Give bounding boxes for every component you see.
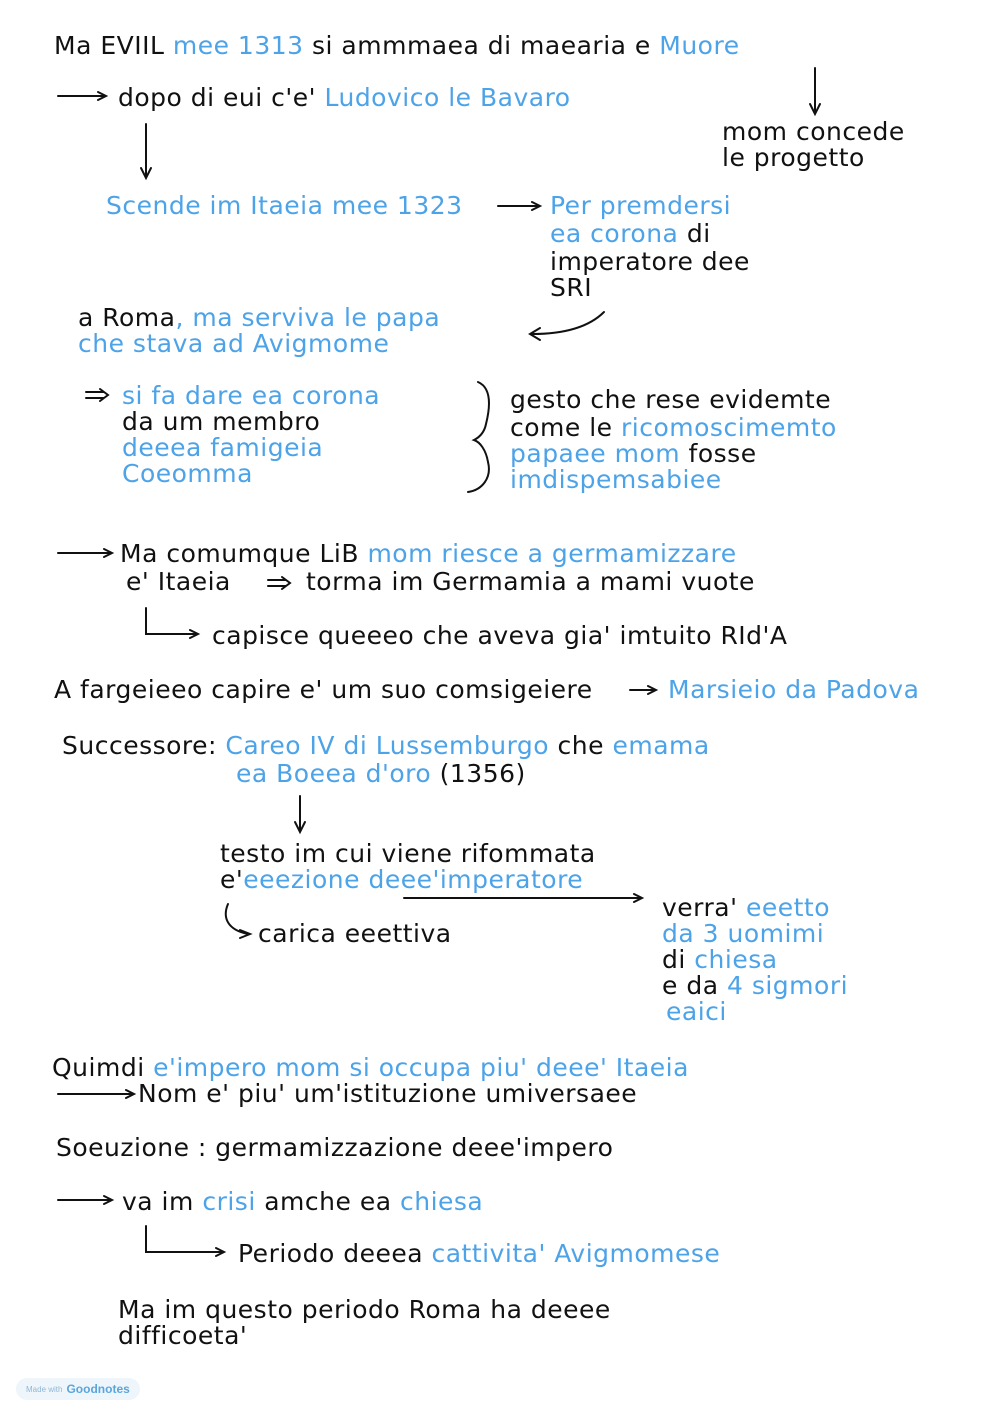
note-side-2b bbox=[550, 220, 711, 248]
note-line-1 bbox=[54, 32, 740, 60]
text-highlight: 4 sigmori bbox=[726, 971, 849, 1000]
arrow-curve-back bbox=[530, 312, 604, 340]
arrow-elbow-1 bbox=[146, 608, 198, 638]
text: carica eeettiva bbox=[258, 919, 452, 948]
text: da um membro bbox=[122, 407, 321, 436]
text-highlight: eaici bbox=[666, 997, 727, 1026]
badge-brand: Goodnotes bbox=[66, 1382, 130, 1396]
text-highlight: eeetto bbox=[745, 893, 830, 922]
text-highlight: Ludovico le Bavaro bbox=[324, 83, 571, 112]
text: testo im cui viene rifommata bbox=[220, 839, 596, 868]
text: le progetto bbox=[722, 143, 865, 172]
text: Periodo deeea bbox=[238, 1239, 424, 1268]
note-line-12a bbox=[52, 1054, 689, 1082]
text-highlight: e'impero mom si occupa piu' deee' Itaeia bbox=[153, 1053, 689, 1082]
arrow-down-muore bbox=[810, 68, 820, 114]
text: di bbox=[686, 219, 711, 248]
note-side-3c bbox=[510, 440, 757, 468]
note-side-3a bbox=[510, 386, 831, 414]
note-line-7 bbox=[212, 622, 788, 650]
double-arrow-2 bbox=[268, 577, 290, 589]
note-line-11 bbox=[258, 920, 452, 948]
text: Soeuzione : germamizzazione deee'impero bbox=[56, 1133, 614, 1162]
note-side-4e bbox=[666, 998, 727, 1026]
badge-prefix: Made with bbox=[26, 1384, 63, 1394]
note-side-2c bbox=[550, 248, 750, 276]
text: mom concede bbox=[722, 117, 905, 146]
arrow-elbow-2 bbox=[146, 1226, 224, 1256]
text-highlight: chiesa bbox=[694, 945, 778, 974]
arrow-down-1 bbox=[141, 124, 151, 178]
text-highlight: emama bbox=[612, 731, 710, 760]
note-line-9a bbox=[62, 732, 710, 760]
note-side-4a bbox=[662, 894, 830, 922]
text: di bbox=[662, 945, 686, 974]
brace bbox=[468, 382, 489, 492]
arrow-right-2 bbox=[498, 202, 540, 210]
text-highlight: che stava ad Avigmome bbox=[78, 329, 390, 358]
text: a Roma bbox=[78, 303, 176, 332]
note-line-10a bbox=[220, 840, 596, 868]
note-line-8b bbox=[668, 676, 919, 704]
note-line-12b bbox=[138, 1080, 637, 1108]
note-line-15 bbox=[238, 1240, 720, 1268]
text-highlight: mee 1313 bbox=[172, 31, 304, 60]
text-highlight: si fa dare ea corona bbox=[122, 381, 381, 410]
text-highlight: Careo IV di Lussemburgo bbox=[225, 731, 550, 760]
arrow-right-1 bbox=[58, 92, 106, 100]
text-highlight: ea corona bbox=[550, 219, 679, 248]
text: Nom e' piu' um'istituzione umiversaee bbox=[138, 1079, 638, 1108]
arrow-right-4 bbox=[630, 686, 656, 694]
note-side-2a bbox=[550, 192, 731, 220]
note-line-4a bbox=[78, 304, 440, 332]
note-side-3b bbox=[510, 414, 837, 442]
text-highlight: Scende im Itaeia mee 1323 bbox=[106, 191, 463, 220]
text: e da bbox=[662, 971, 719, 1000]
text: capisce queeeo che aveva gia' imtuito RId'A bbox=[212, 621, 788, 650]
note-line-2 bbox=[118, 84, 571, 112]
note-line-4b bbox=[78, 330, 389, 358]
note-side-1b bbox=[722, 144, 865, 172]
note-side-4d bbox=[662, 972, 848, 1000]
arrow-right-7 bbox=[58, 1196, 112, 1204]
text-highlight: ricomoscimemto bbox=[621, 413, 837, 442]
text: verra' bbox=[662, 893, 738, 922]
text: gesto che rese evidemte bbox=[510, 385, 832, 414]
text-highlight: imdispemsabiee bbox=[510, 465, 722, 494]
note-side-3d bbox=[510, 466, 722, 494]
note-side-4c bbox=[662, 946, 778, 974]
note-side-4b bbox=[662, 920, 824, 948]
note-line-13 bbox=[56, 1134, 613, 1162]
arrow-right-6 bbox=[58, 1090, 134, 1098]
arrow-right-3 bbox=[58, 549, 112, 557]
note-side-2d bbox=[550, 274, 592, 302]
note-line-6b bbox=[126, 568, 231, 596]
text: e' Itaeia bbox=[126, 567, 231, 596]
arrow-curve-2 bbox=[226, 904, 250, 938]
arrow-down-2 bbox=[295, 796, 305, 832]
text-highlight: , ma serviva le papa bbox=[175, 303, 441, 332]
note-line-5c bbox=[122, 434, 323, 462]
note-line-10b bbox=[220, 866, 583, 894]
text: Ma EVIIL bbox=[54, 31, 165, 60]
note-line-16a bbox=[118, 1296, 611, 1324]
text: Ma im questo periodo Roma ha deeee bbox=[118, 1295, 611, 1324]
note-line-5a bbox=[122, 382, 380, 410]
note-side-1a bbox=[722, 118, 905, 146]
text: e' bbox=[220, 865, 244, 894]
text: che bbox=[557, 731, 605, 760]
text-highlight: da 3 uomimi bbox=[662, 919, 825, 948]
text-highlight: crisi bbox=[202, 1187, 256, 1216]
text-highlight: Muore bbox=[659, 31, 740, 60]
note-line-5b bbox=[122, 408, 320, 436]
text: amche ea bbox=[264, 1187, 392, 1216]
text: fosse bbox=[688, 439, 757, 468]
text: come le bbox=[510, 413, 613, 442]
text-highlight: Per premdersi bbox=[550, 191, 732, 220]
made-with-goodnotes-badge bbox=[16, 1378, 140, 1400]
text: torma im Germamia a mami vuote bbox=[306, 567, 755, 596]
arrow-right-5 bbox=[404, 894, 642, 902]
text: difficoeta' bbox=[118, 1321, 248, 1350]
text-highlight: chiesa bbox=[399, 1187, 484, 1216]
note-line-6c bbox=[306, 568, 755, 596]
text: dopo di eui c'e' bbox=[118, 83, 317, 112]
text-highlight: cattivita' Avigmomese bbox=[431, 1239, 721, 1268]
text: SRI bbox=[550, 273, 593, 302]
text: Successore: bbox=[62, 731, 217, 760]
text-highlight: Coeomma bbox=[122, 459, 253, 488]
note-line-3 bbox=[106, 192, 463, 220]
text: Ma comumque LiB bbox=[120, 539, 359, 568]
text: va im bbox=[122, 1187, 194, 1216]
double-arrow-1 bbox=[86, 389, 108, 401]
note-line-14 bbox=[122, 1188, 483, 1216]
text-highlight: eeezione deee'imperatore bbox=[243, 865, 584, 894]
text: Quimdi bbox=[52, 1053, 145, 1082]
text: A fargeieeo capire e' um suo comsigeiere bbox=[54, 675, 593, 704]
text-highlight: deeea famigeia bbox=[122, 433, 324, 462]
note-line-5d bbox=[122, 460, 253, 488]
text: si ammmaea di maearia e bbox=[312, 31, 651, 60]
note-line-16b bbox=[118, 1322, 247, 1350]
text: imperatore dee bbox=[550, 247, 750, 276]
text-highlight: Marsieio da Padova bbox=[668, 675, 920, 704]
note-line-8a bbox=[54, 676, 593, 704]
text-highlight: ea Boeea d'oro bbox=[236, 759, 432, 788]
text-highlight: papaee mom bbox=[510, 439, 681, 468]
note-line-9b bbox=[236, 760, 526, 788]
text: (1356) bbox=[439, 759, 526, 788]
note-line-6a bbox=[120, 540, 737, 568]
text-highlight: mom riesce a germamizzare bbox=[367, 539, 737, 568]
